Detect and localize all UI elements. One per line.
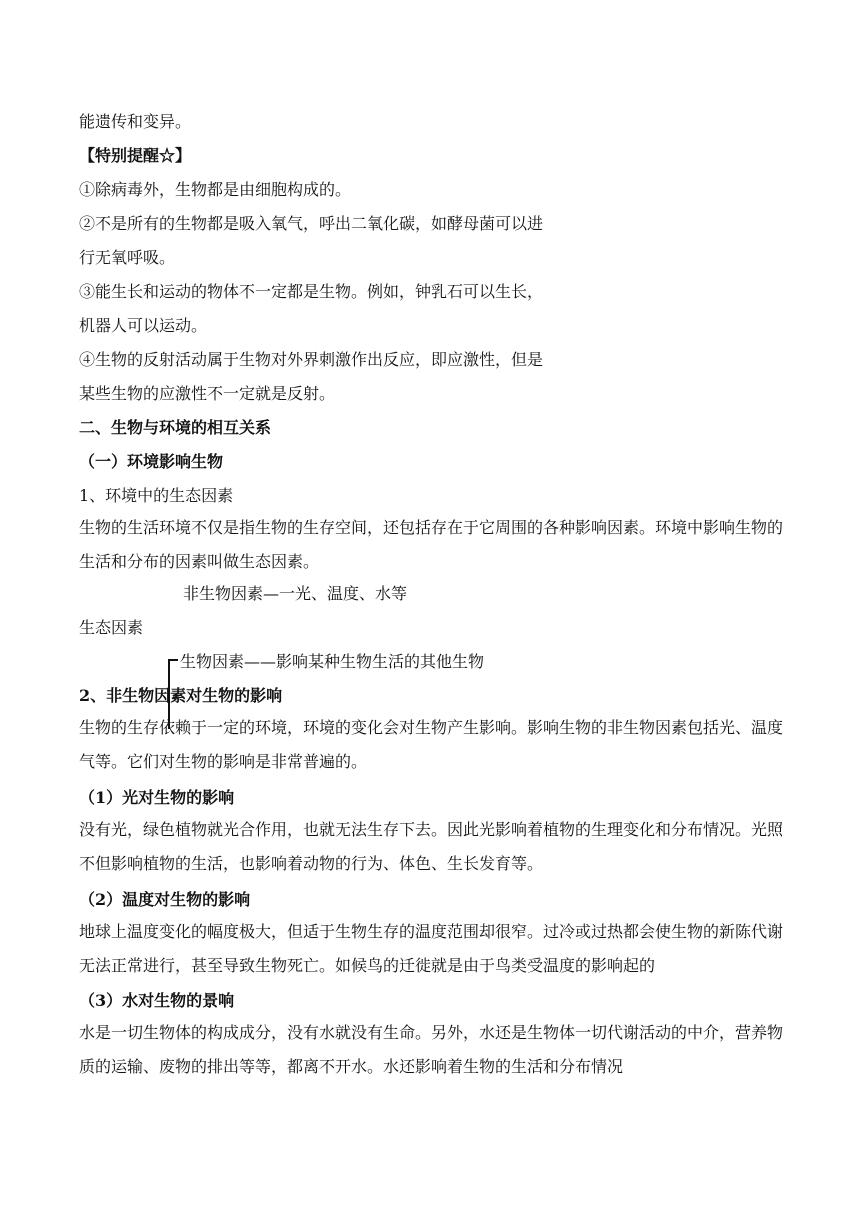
reminder-item-1: ①除病毒外，生物都是由细胞构成的。	[79, 180, 352, 199]
section-heading: 二、生物与环境的相互关系	[79, 418, 272, 437]
paragraph-ecological-factors: 生物的生活环境不仅是指生物的生存空间，还包括存在于它周围的各种影响因素。环境中影响生物的生活和分布的因素叫做生态因素。	[79, 518, 784, 571]
item-heading: 1、环境中的生态因素	[79, 486, 234, 505]
paragraph-water: 水是一切生物体的构成成分，没有水就没有生命。另外，水还是生物体一切代谢活动的中介，营养物质的运输、废物的排出等等，都离不开水。水还影响着生物的生活和分布情况	[79, 1023, 784, 1076]
reminder-heading: 【特别提醒☆】	[79, 146, 192, 165]
item-heading-2: 2、非生物因素对生物的影响	[79, 686, 283, 705]
diagram-biotic-branch: 生物因素——影响某种生物生活的其他生物	[180, 652, 485, 671]
reminder-item-2: ②不是所有的生物都是吸入氧气，呼出二氧化碳，如酵母菌可以进	[79, 214, 544, 233]
paragraph-abiotic: 生物的生存依赖于一定的环境，环境的变化会对生物产生影响。影响生物的非生物因素包括光、温度气等。它们对生物的影响是非常普遍的。	[79, 718, 784, 771]
reminder-item-2-cont: 行无氧呼吸。	[79, 248, 176, 267]
reminder-item-4-cont: 某些生物的应激性不一定就是反射。	[79, 384, 336, 403]
heading-temperature: （2）温度对生物的影响	[79, 890, 251, 909]
paragraph-light: 没有光，绿色植物就光合作用，也就无法生存下去。因此光影响着植物的生理变化和分布情况。光照不但影响植物的生活，也影响着动物的行为、体色、生长发育等。	[79, 820, 784, 873]
diagram-nonbiotic-branch: 非生物因素—一光、温度、水等	[183, 584, 408, 603]
reminder-item-3-cont: 机器人可以运动。	[79, 316, 208, 335]
subsection-heading: （一）环境影响生物	[79, 452, 224, 471]
diagram-root-label: 生态因素	[79, 618, 144, 637]
reminder-item-3: ③能生长和运动的物体不一定都是生物。例如，钟乳石可以生长，	[79, 282, 544, 301]
heading-water: （3）水对生物的景响	[79, 991, 235, 1010]
reminder-item-4: ④生物的反射活动属于生物对外界刺激作出反应，即应激性，但是	[79, 350, 544, 369]
paragraph-temperature: 地球上温度变化的幅度极大，但适于生物生存的温度范围却很窄。过冷或过热都会使生物的新陈代谢无法正常进行，甚至导致生物死亡。如候鸟的迁徙就是由于鸟类受温度的影响起的	[79, 922, 784, 975]
diagram-brace-tick	[168, 659, 178, 661]
text-line: 能遗传和变异。	[79, 112, 192, 131]
heading-light: （1）光对生物的影响	[79, 788, 235, 807]
